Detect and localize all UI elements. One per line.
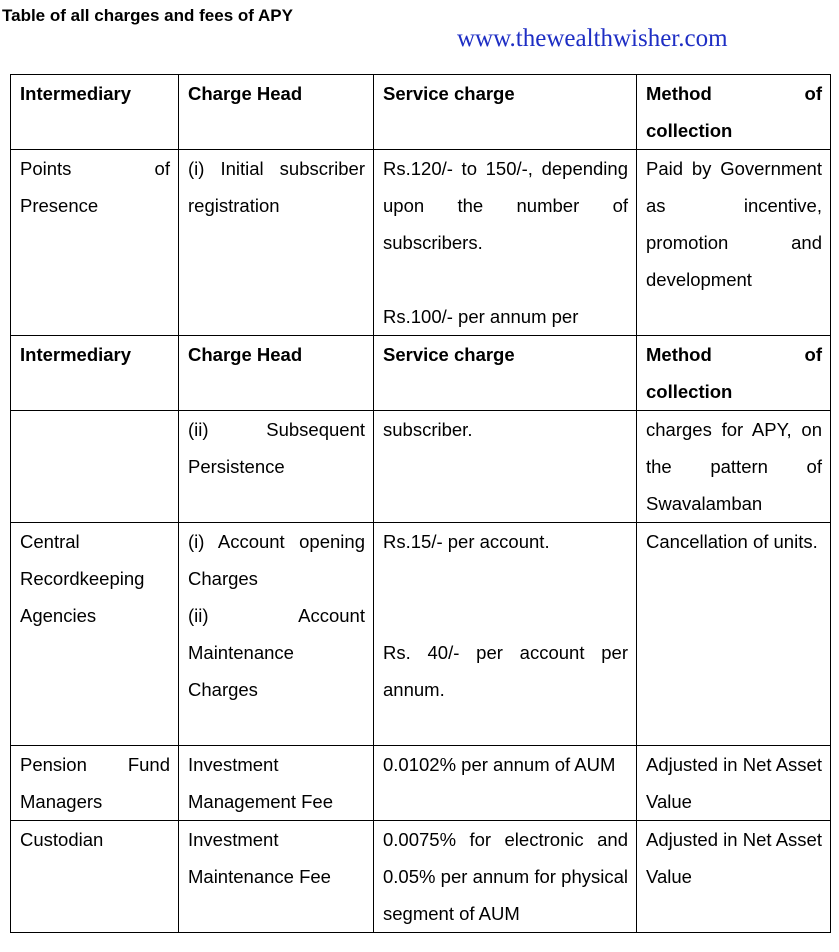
table-header-row (11, 75, 831, 150)
cell-service-charge (374, 150, 637, 336)
table-row (11, 746, 831, 821)
header-intermediary: Intermediary (11, 75, 179, 150)
service-charge-text: Rs.120/- to 150/-, depending upon the number of subscribers. (383, 158, 628, 253)
cell-intermediary: Central Recordkeeping Agencies (11, 523, 179, 746)
cell-method: charges for APY, on the pattern of Swavalamban (637, 411, 831, 523)
header-charge-head: Charge Head (179, 336, 374, 411)
cell-service-charge (374, 523, 637, 746)
cell-method: Cancellation of units. (637, 523, 831, 746)
paragraph-gap (383, 597, 628, 634)
table-header-row-repeat (11, 336, 831, 411)
watermark-url: www.thewealthwisher.com (457, 25, 728, 52)
header-charge-head: Charge Head (179, 75, 374, 150)
cell-charge-head (179, 523, 374, 746)
table-row (11, 150, 831, 336)
service-charge-text: Rs. 40/- per account per annum. (383, 642, 628, 700)
header-service-charge: Service charge (374, 336, 637, 411)
table-row (11, 411, 831, 523)
cell-method: Adjusted in Net Asset Value (637, 821, 831, 933)
cell-charge-head: Investment Management Fee (179, 746, 374, 821)
service-charge-text: Rs.15/- per account. (383, 531, 550, 552)
charge-head-text: (ii) Account Maintenance Charges (188, 605, 365, 700)
header-service-charge: Service charge (374, 75, 637, 150)
charges-table (10, 74, 831, 933)
table-row (11, 523, 831, 746)
header-method: Method of collection (637, 75, 831, 150)
header-method: Method of collection (637, 336, 831, 411)
cell-intermediary: Points of Presence (11, 150, 179, 336)
cell-service-charge: subscriber. (374, 411, 637, 523)
cell-intermediary: Pension Fund Managers (11, 746, 179, 821)
cell-charge-head: (i) Initial subscriber registration (179, 150, 374, 336)
cell-intermediary (11, 411, 179, 523)
cell-service-charge: 0.0075% for electronic and 0.05% per annum for physical segment of AUM (374, 821, 637, 933)
paragraph-gap (383, 261, 628, 298)
cell-intermediary: Custodian (11, 821, 179, 933)
service-charge-text: Rs.100/- per annum per (383, 306, 579, 327)
cell-service-charge: 0.0102% per annum of AUM (374, 746, 637, 821)
document-title: Table of all charges and fees of APY (2, 6, 293, 25)
cell-charge-head: (ii) Subsequent Persistence (179, 411, 374, 523)
cell-charge-head: Investment Maintenance Fee (179, 821, 374, 933)
table-row (11, 821, 831, 933)
cell-method: Paid by Government as incentive, promotion and development (637, 150, 831, 336)
header-intermediary: Intermediary (11, 336, 179, 411)
paragraph-gap (383, 560, 628, 597)
charge-head-text: (i) Account opening Charges (188, 531, 365, 589)
cell-method: Adjusted in Net Asset Value (637, 746, 831, 821)
